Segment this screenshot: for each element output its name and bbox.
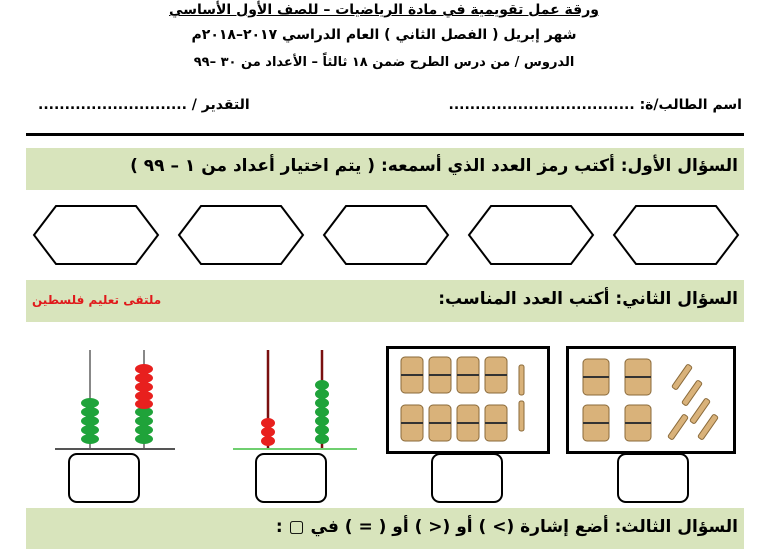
answer-box-abacus-2[interactable] [255,453,327,503]
grade-line [38,97,250,113]
question-3-band [26,508,744,549]
question-1-band [26,148,744,190]
watermark-text: ملتقى تعليم فلسطين [32,293,162,307]
question-2-band [26,280,744,322]
hexagon-answer-box [469,206,593,264]
student-name-dots: ................................... [448,97,635,113]
answer-box-abacus-1[interactable] [68,453,140,503]
bundles-of-sticks-icon [569,349,733,451]
student-name-label: اسم الطالب/ة: [639,97,742,113]
abacus-1 [55,345,175,455]
sticks-picture-1 [386,346,550,454]
grade-dots: ............................ [38,97,187,113]
grade-label: التقدير / [191,97,250,113]
question-2-text: السؤال الثاني: أكتب العدد المناسب: [438,289,738,309]
sticks-picture-2 [566,346,736,454]
hexagon-answer-box [179,206,303,264]
hexagon-answer-box [614,206,738,264]
worksheet-period: شهر إبريل ( الفصل الثاني ) العام الدراسي ٢٠١٧–٢٠١٨م [191,27,577,43]
question-1-text: السؤال الأول: أكتب رمز العدد الذي أسمعه: ( يتم اختيار أعداد من ١ – ٩٩ ) [130,156,738,176]
hexagon-answer-box [34,206,158,264]
bundles-of-sticks-icon [389,349,547,451]
hexagon-answer-box [324,206,448,264]
worksheet-title: ورقة عمل تقويمية في مادة الرياضيات – للصف الأول الأساسي [169,2,599,18]
hexagon-answer-row [26,200,746,270]
header-divider [26,133,744,136]
abacus-2 [233,345,357,455]
question-3-text: السؤال الثالث: أضع إشارة (> ) أو (< ) أو ( = ) في ▢ : [275,517,738,537]
answer-box-sticks-1[interactable] [431,453,503,503]
worksheet-lessons: الدروس / من درس الطرح ضمن ١٨ ثالثاً – الأعداد من ٣٠ –٩٩ [193,55,575,70]
answer-box-sticks-2[interactable] [617,453,689,503]
student-name-line [449,97,742,113]
